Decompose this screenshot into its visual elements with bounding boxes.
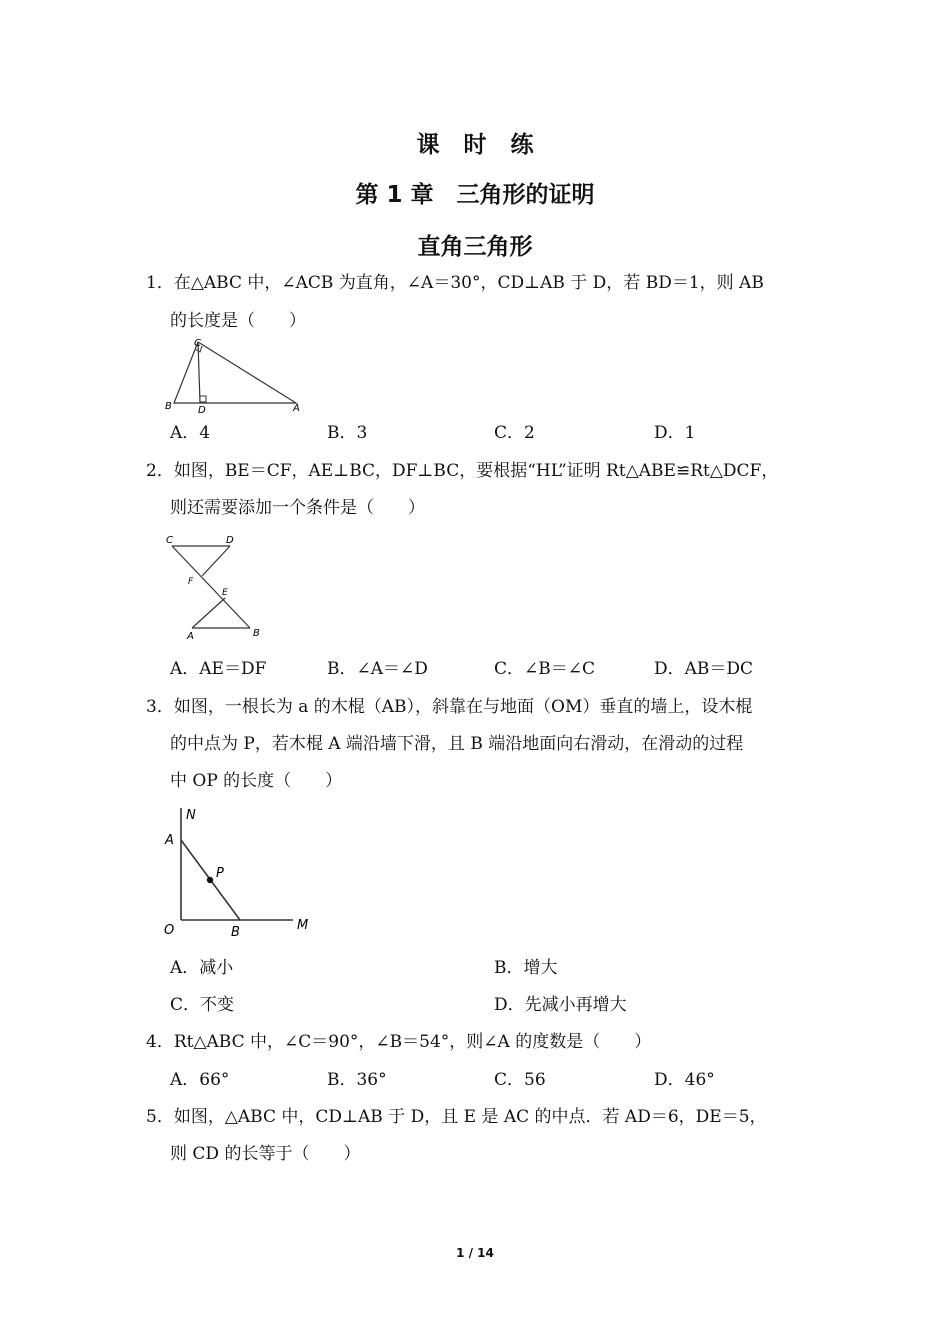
q5-line-1: 5．如图，△ABC 中，CD⊥AB 于 D，且 E 是 AC 的中点．若 AD＝6，DE＝5，: [146, 1107, 767, 1127]
q1-label-a: A: [293, 403, 300, 414]
chapter-title: 第 1 章 三角形的证明: [355, 182, 595, 208]
q2-option-a[interactable]: A．AE＝DF: [170, 659, 267, 679]
q1-line-1: 1．在△ABC 中，∠ACB 为直角，∠A＝30°，CD⊥AB 于 D，若 BD＝1，则 AB: [146, 273, 764, 293]
q2-label-f: F: [188, 577, 194, 587]
q3-option-c[interactable]: C．不变: [170, 995, 235, 1015]
q2-label-d: D: [226, 535, 234, 546]
q4-option-c[interactable]: C．56: [494, 1070, 546, 1090]
q3-line-1: 3．如图，一根长为 a 的木棍（AB），斜靠在与地面（OM）垂直的墙上，设木棍: [146, 697, 753, 717]
q3-option-a[interactable]: A．减小: [170, 958, 234, 978]
q2-label-b: B: [253, 628, 260, 639]
q1-option-d[interactable]: D．1: [654, 423, 696, 443]
q3-line-2: 的中点为 P，若木棍 A 端沿墙下滑，且 B 端沿地面向右滑动，在滑动的过程: [170, 734, 744, 754]
q2-line-2: 则还需要添加一个条件是（ ）: [170, 498, 425, 518]
q3-label-m: M: [297, 918, 309, 933]
q2-option-d[interactable]: D．AB＝DC: [654, 659, 754, 679]
q2-two-triangles-figure: [160, 532, 270, 644]
q2-label-a: A: [187, 631, 194, 642]
q4-option-d[interactable]: D．46°: [654, 1070, 715, 1090]
q2-line-1: 2．如图，BE＝CF，AE⊥BC，DF⊥BC，要根据“HL”证明 Rt△ABE≌Rt△DCF，: [146, 461, 779, 481]
page-number: 1 / 14: [456, 1246, 494, 1260]
q3-label-a: A: [165, 833, 174, 848]
q3-label-o: O: [164, 923, 175, 938]
q3-line-3: 中 OP 的长度（ ）: [170, 771, 343, 791]
q1-option-a[interactable]: A．4: [170, 423, 211, 443]
q1-option-c[interactable]: C．2: [494, 423, 535, 443]
q2-label-c: C: [166, 535, 173, 546]
q2-label-e: E: [222, 588, 228, 598]
section-title: 直角三角形: [417, 234, 533, 260]
q1-label-b: B: [165, 401, 172, 412]
q3-option-d[interactable]: D．先减小再增大: [494, 995, 627, 1015]
q5-line-2: 则 CD 的长等于（ ）: [170, 1144, 361, 1164]
q1-option-b[interactable]: B．3: [327, 423, 368, 443]
worksheet-title: 课时练: [416, 132, 558, 158]
q1-label-d: D: [198, 405, 206, 416]
q3-label-p: P: [216, 866, 224, 881]
q4-line-1: 4．Rt△ABC 中，∠C＝90°，∠B＝54°，则∠A 的度数是（ ）: [146, 1032, 652, 1052]
q1-label-c: C: [194, 338, 201, 349]
q3-ladder-figure: [160, 802, 320, 942]
q4-option-b[interactable]: B．36°: [327, 1070, 387, 1090]
q3-label-n: N: [186, 808, 196, 823]
q3-label-b: B: [231, 925, 240, 940]
q1-triangle-figure: [160, 335, 310, 415]
q2-option-c[interactable]: C．∠B＝∠C: [494, 659, 595, 679]
q2-option-b[interactable]: B．∠A＝∠D: [327, 659, 428, 679]
q1-line-2: 的长度是（ ）: [170, 311, 306, 331]
q4-option-a[interactable]: A．66°: [170, 1070, 230, 1090]
q3-option-b[interactable]: B．增大: [494, 958, 558, 978]
